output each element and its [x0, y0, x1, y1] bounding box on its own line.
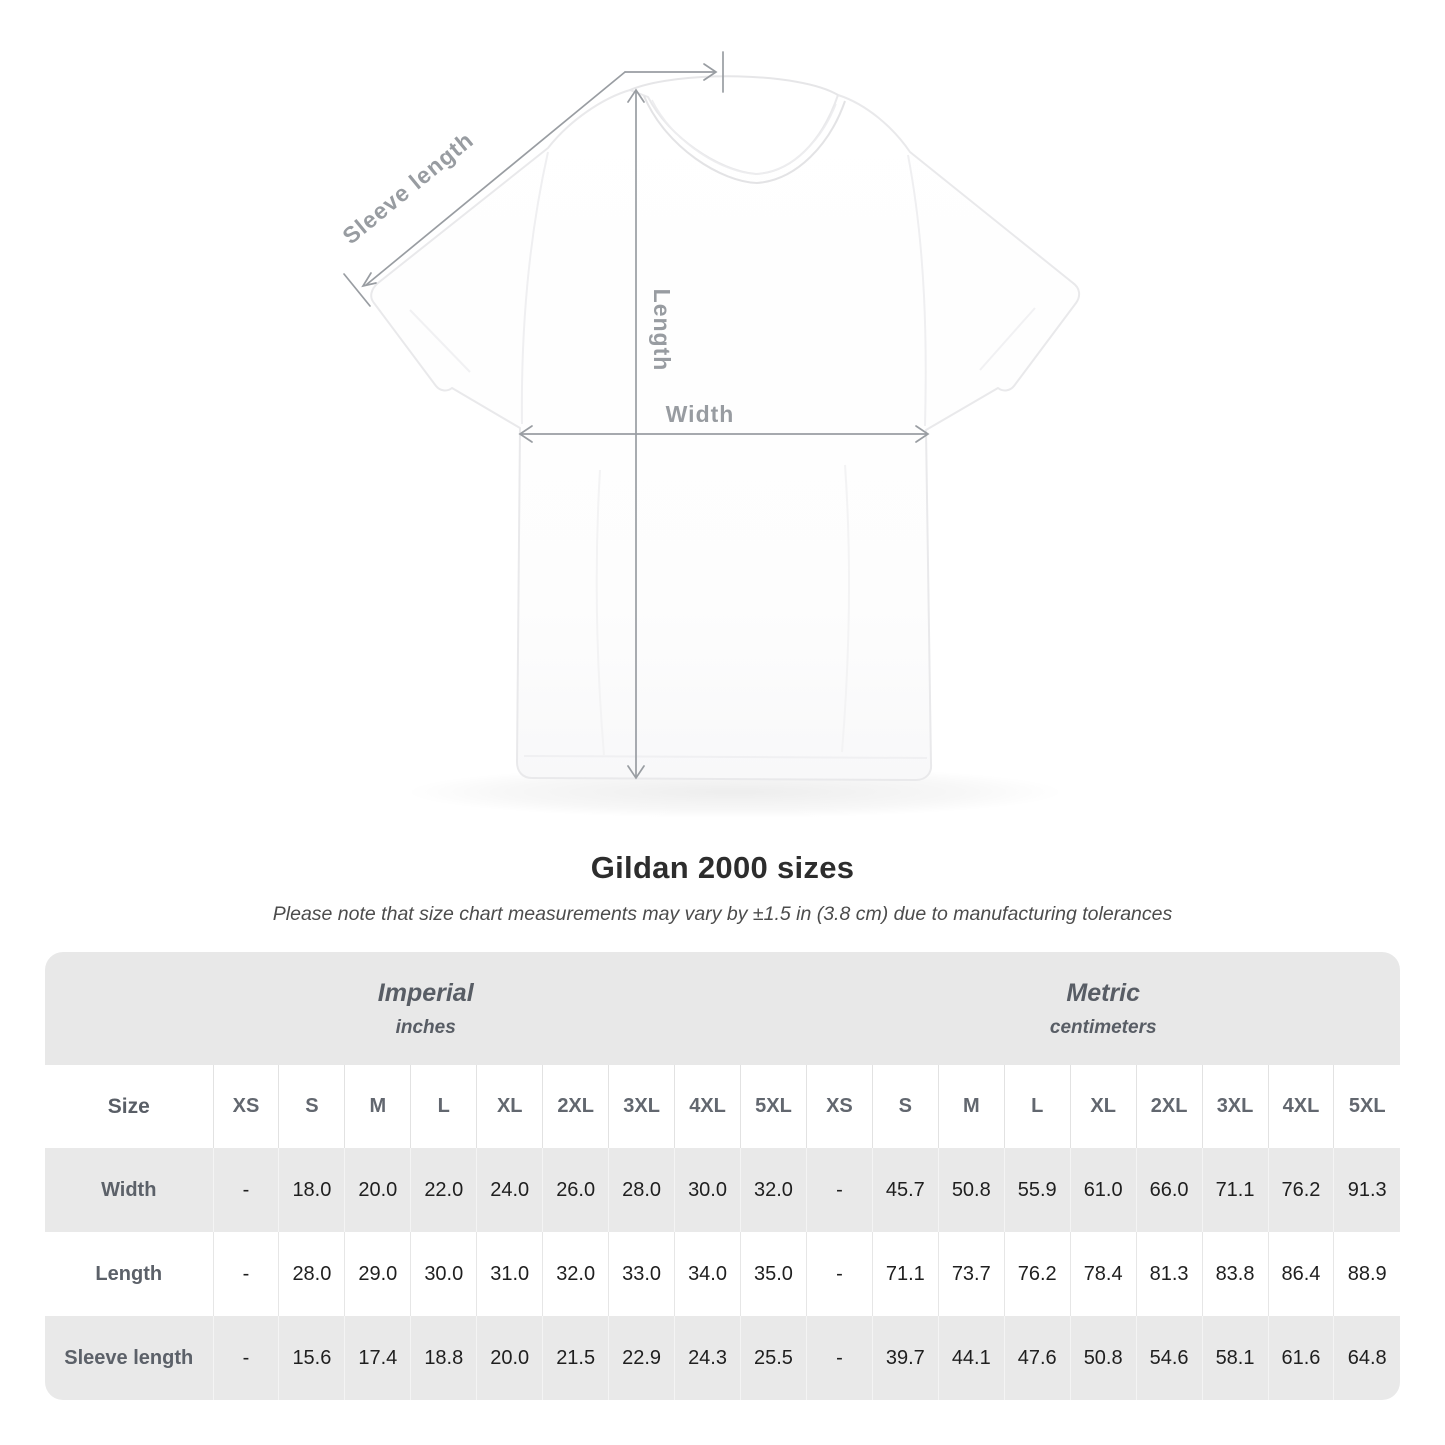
measurement-value: - [213, 1316, 279, 1400]
size-column-header: 2XL [1136, 1065, 1202, 1148]
measurement-value: 54.6 [1136, 1316, 1202, 1400]
measurement-value: 78.4 [1070, 1232, 1136, 1316]
width-label: Width [665, 401, 735, 427]
size-column-header: 3XL [1202, 1065, 1268, 1148]
measurement-value: 61.0 [1070, 1148, 1136, 1232]
size-column-header: 5XL [1334, 1065, 1400, 1148]
size-column-header: XL [477, 1065, 543, 1148]
measurement-value: 18.8 [411, 1316, 477, 1400]
measurement-value: 24.0 [477, 1148, 543, 1232]
measurement-value: 32.0 [741, 1148, 807, 1232]
measurement-value: 30.0 [411, 1232, 477, 1316]
size-column-header: L [411, 1065, 477, 1148]
measurement-value: 83.8 [1202, 1232, 1268, 1316]
size-column-header: 2XL [543, 1065, 609, 1148]
measurement-value: 76.2 [1004, 1232, 1070, 1316]
table-body [45, 1148, 1400, 1400]
measurement-value: 58.1 [1202, 1316, 1268, 1400]
measurement-value: 44.1 [938, 1316, 1004, 1400]
measurement-value: 91.3 [1334, 1148, 1400, 1232]
measurement-label: Width [101, 1178, 157, 1201]
measurement-value: 20.0 [345, 1148, 411, 1232]
measurement-value: 18.0 [279, 1148, 345, 1232]
measurement-label: Sleeve length [64, 1346, 194, 1369]
measurement-value: 15.6 [279, 1316, 345, 1400]
size-table [45, 952, 1400, 1400]
measurement-value: 35.0 [741, 1232, 807, 1316]
measurement-value: - [806, 1232, 872, 1316]
unit-group-subtitle: centimeters [1049, 1016, 1157, 1038]
size-column-header: XS [213, 1065, 279, 1148]
measurement-value: 88.9 [1334, 1232, 1400, 1316]
measurement-value: 22.0 [411, 1148, 477, 1232]
size-column-header: S [872, 1065, 938, 1148]
measurement-value: 39.7 [872, 1316, 938, 1400]
measurement-value: 45.7 [872, 1148, 938, 1232]
tshirt-silhouette [371, 76, 1079, 780]
size-column-header: XL [1070, 1065, 1136, 1148]
measurement-value: - [213, 1232, 279, 1316]
measurement-value: 73.7 [938, 1232, 1004, 1316]
size-column-header: S [279, 1065, 345, 1148]
table-head [45, 952, 1400, 1148]
measurement-value: 26.0 [543, 1148, 609, 1232]
measurement-value: 71.1 [872, 1232, 938, 1316]
measurement-value: 22.9 [609, 1316, 675, 1400]
page-title: Gildan 2000 sizes [590, 850, 855, 885]
size-column-header: XS [806, 1065, 872, 1148]
size-column-header: L [1004, 1065, 1070, 1148]
size-header-row [45, 1065, 1400, 1148]
tolerance-note: Please note that size chart measurements may vary by ±1.5 in (3.8 cm) due to manufacturing tolerances [272, 903, 1173, 925]
measurement-value: 81.3 [1136, 1232, 1202, 1316]
unit-group-name: Metric [1066, 978, 1141, 1007]
unit-group-header [45, 952, 806, 1065]
sleeve-length-label: Sleeve length [337, 126, 479, 250]
measurement-value: 20.0 [477, 1316, 543, 1400]
size-column-header: 3XL [609, 1065, 675, 1148]
measurement-value: 66.0 [1136, 1148, 1202, 1232]
measurement-value: 31.0 [477, 1232, 543, 1316]
unit-band-row [45, 952, 1400, 1065]
unit-group-header [806, 952, 1400, 1065]
measurement-value: 24.3 [675, 1316, 741, 1400]
size-column-header: 5XL [741, 1065, 807, 1148]
measurement-value: 17.4 [345, 1316, 411, 1400]
measurement-value: 61.6 [1268, 1316, 1334, 1400]
measurement-value: 21.5 [543, 1316, 609, 1400]
measurement-value: 86.4 [1268, 1232, 1334, 1316]
unit-group-name: Imperial [377, 978, 474, 1007]
measurement-row [45, 1232, 1400, 1316]
measurement-value: 34.0 [675, 1232, 741, 1316]
size-column-header: M [938, 1065, 1004, 1148]
length-label: Length [649, 288, 675, 372]
measurement-row [45, 1316, 1400, 1400]
measurement-value: 76.2 [1268, 1148, 1334, 1232]
measurement-value: 71.1 [1202, 1148, 1268, 1232]
size-column-header: M [345, 1065, 411, 1148]
measurement-value: 55.9 [1004, 1148, 1070, 1232]
measurement-value: 64.8 [1334, 1316, 1400, 1400]
measurement-value: 28.0 [609, 1148, 675, 1232]
measurement-value: 29.0 [345, 1232, 411, 1316]
measurement-value: - [806, 1316, 872, 1400]
measurement-row [45, 1148, 1400, 1232]
size-column-header: 4XL [675, 1065, 741, 1148]
measurement-value: 28.0 [279, 1232, 345, 1316]
measurement-value: 30.0 [675, 1148, 741, 1232]
measurement-value: 25.5 [741, 1316, 807, 1400]
measurement-label: Length [95, 1262, 163, 1285]
measurement-value: 50.8 [1070, 1316, 1136, 1400]
measurement-value: 33.0 [609, 1232, 675, 1316]
size-column-header: 4XL [1268, 1065, 1334, 1148]
unit-group-subtitle: inches [395, 1016, 456, 1038]
size-header-cell: Size [45, 1065, 213, 1148]
measurement-value: 50.8 [938, 1148, 1004, 1232]
measurement-value: 47.6 [1004, 1316, 1070, 1400]
measurement-value: - [213, 1148, 279, 1232]
measurement-value: - [806, 1148, 872, 1232]
measurement-value: 32.0 [543, 1232, 609, 1316]
size-table-grid [45, 952, 1400, 1400]
